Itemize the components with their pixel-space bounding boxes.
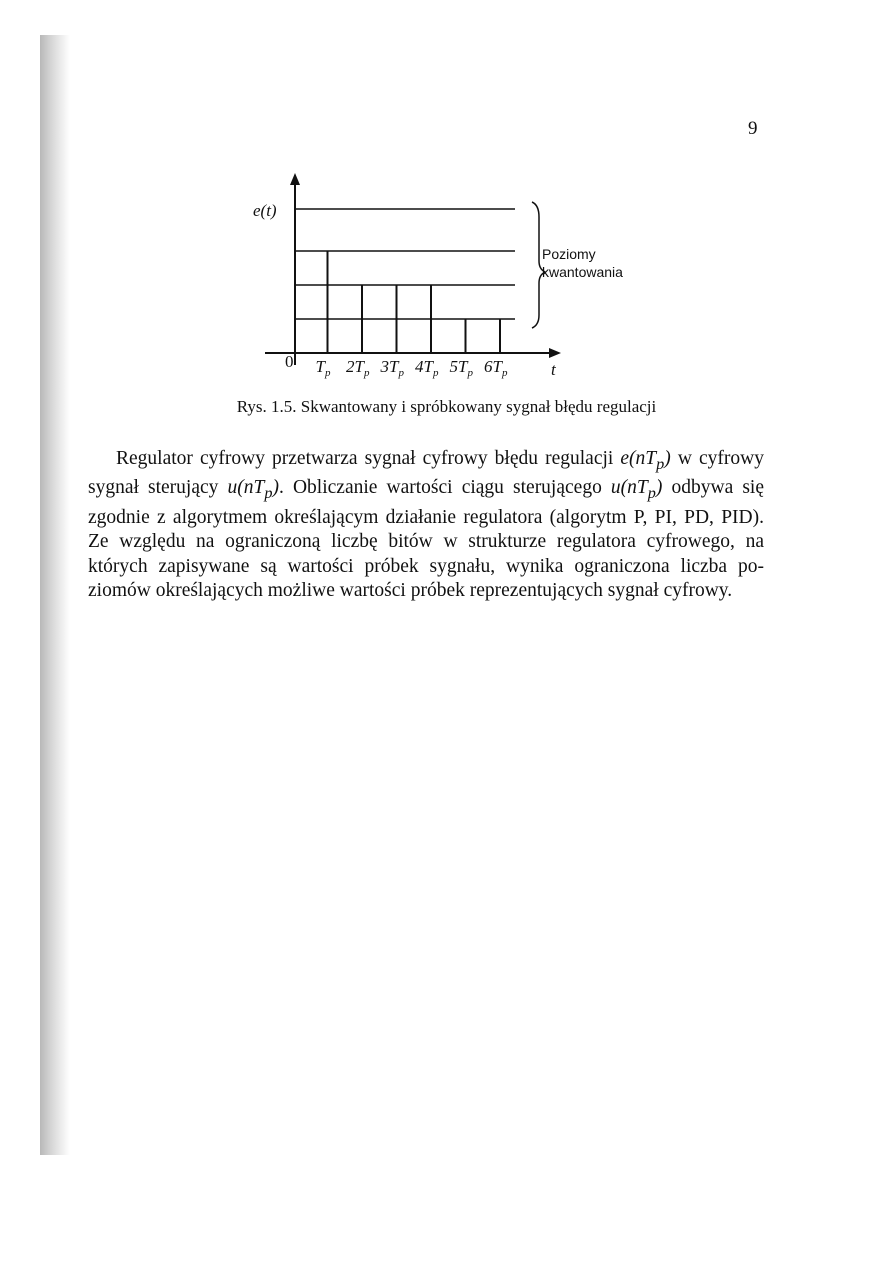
x-tick-label: $5T_p$ (449, 357, 473, 379)
x-axis-label: t (551, 360, 556, 379)
x-tick-label: $4T_p$ (415, 357, 439, 379)
text-run-3: . Obliczanie wartości ciągu sterującego (278, 477, 611, 499)
x-axis-arrow (549, 348, 561, 358)
math-u-nTp: $u(nT_p)$ (227, 477, 279, 503)
quantization-figure (245, 165, 665, 390)
legend-line-1: Poziomy (542, 246, 596, 262)
page-binding-shadow (40, 35, 70, 1155)
x-tick-label: $2T_p$ (346, 357, 370, 379)
text-run-1: Regulator cyfrowy przetwarza sygnał cyfrowy błędu regulacji (116, 448, 621, 469)
quantization-levels-legend (542, 245, 623, 281)
body-paragraph (88, 447, 764, 604)
text-run-2: w cyfrowy sygnał sterujący (88, 448, 764, 499)
origin-label: 0 (285, 352, 294, 371)
x-tick-label: $3T_p$ (380, 357, 404, 379)
y-axis-label: e(t) (253, 201, 277, 220)
math-u-nTp-2: $u(nT_p)$ (610, 477, 663, 503)
math-e-nTp: $e(nT_p)$ (620, 448, 671, 473)
y-axis-arrow (290, 173, 300, 185)
legend-line-2: kwantowania (542, 264, 623, 280)
figure-caption: Rys. 1.5. Skwantowany i spróbkowany sygnał błędu regulacji (236, 397, 657, 416)
x-tick-label: $6T_p$ (484, 357, 508, 379)
x-tick-label: $T_p$ (315, 357, 331, 379)
text-run-4: odbywa się zgodnie z algorytmem określającym działanie regulatora (algorytm P, PI, PD, PID). Ze względu na ograniczoną liczbę bitów w strukturze regulatora cyfrowego, na których zapisywane są wartości próbek sygnału, wynika ograniczona liczba poziomów określających możliwe wartości próbek reprezentujących sygnał cyfrowy. (88, 477, 765, 602)
page-number: 9 (748, 118, 758, 139)
